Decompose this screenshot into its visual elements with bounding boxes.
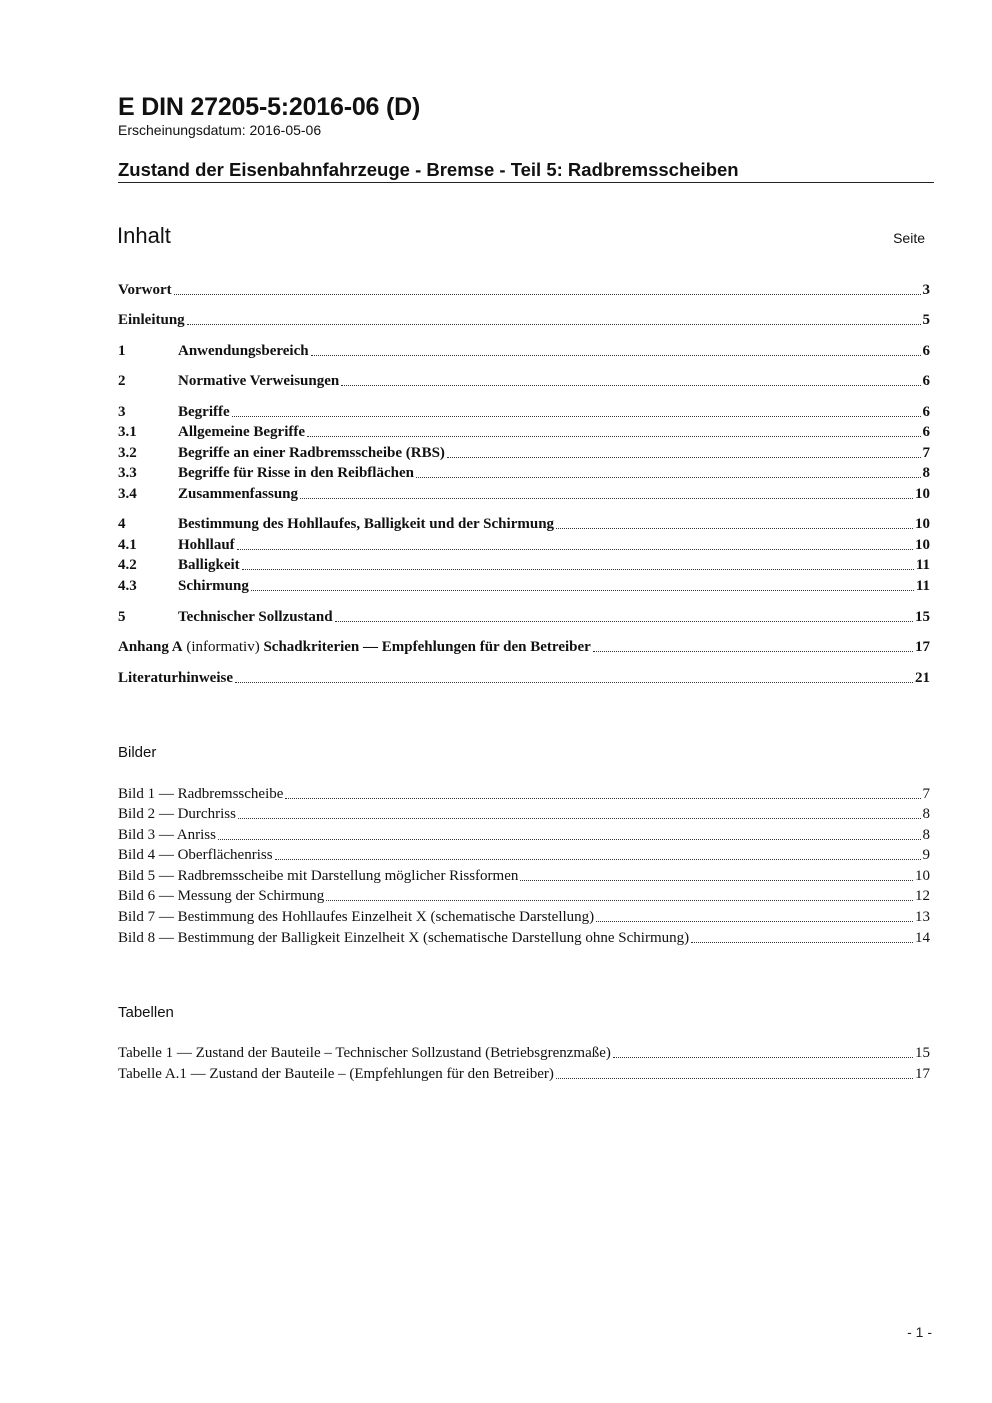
figure-entry-title: Bild 5 — Radbremsscheibe mit Darstellung möglicher Rissformen: [118, 868, 519, 884]
toc-leader: [187, 323, 921, 325]
toc-entry-3-3[interactable]: [118, 463, 930, 483]
toc-leader: [242, 568, 914, 570]
tables-heading: Tabellen: [118, 1004, 174, 1021]
annex-informative-label: (informativ): [182, 639, 264, 655]
toc-entry-4-2[interactable]: [118, 555, 930, 575]
figure-entry-page: 10: [915, 868, 930, 884]
figure-entry-page: 14: [915, 930, 930, 946]
figures-heading: Bilder: [118, 744, 157, 761]
toc-entry-3-1[interactable]: [118, 422, 930, 442]
toc-entry-literaturhinweise[interactable]: [118, 668, 930, 688]
toc-entry-page: 17: [915, 639, 930, 655]
toc-leader: [174, 293, 921, 295]
document-title: E DIN 27205-5:2016-06 (D): [118, 93, 421, 121]
toc-page-label: Seite: [893, 230, 925, 246]
toc-entry-number: 4.3: [118, 578, 137, 594]
table-entry-title: Tabelle A.1 — Zustand der Bauteile – (Empfehlungen für den Betreiber): [118, 1066, 554, 1082]
toc-entry-3-2[interactable]: [118, 443, 930, 463]
figure-leader: [275, 858, 921, 860]
toc-entry-number: 3.3: [118, 465, 137, 481]
toc-entry-title: Balligkeit: [178, 557, 240, 573]
toc-entry-page: 6: [922, 404, 930, 420]
toc-entry-title: [118, 637, 591, 657]
figure-leader: [218, 838, 921, 840]
toc-entry-page: 10: [915, 486, 930, 502]
toc-entry-title: Zusammenfassung: [178, 486, 299, 502]
toc-leader: [237, 548, 913, 550]
footer-page-number: - 1 -: [907, 1324, 932, 1340]
figure-entry-title: Bild 7 — Bestimmung des Hohllaufes Einzelheit X (schematische Darstellung): [118, 909, 595, 925]
figure-entry-7[interactable]: [118, 907, 930, 927]
toc-leader: [307, 435, 920, 437]
toc-leader: [341, 384, 920, 386]
table-leader: [613, 1056, 913, 1058]
toc-leader: [300, 497, 913, 499]
figure-entry-page: 12: [915, 888, 930, 904]
toc-entry-title: Begriffe an einer Radbremsscheibe (RBS): [178, 445, 445, 461]
toc-entry-page: 10: [915, 537, 930, 553]
toc-entry-3[interactable]: [118, 402, 930, 422]
toc-entry-number: 3.2: [118, 445, 137, 461]
figure-entry-4[interactable]: [118, 845, 930, 865]
figure-entry-title: Bild 1 — Radbremsscheibe: [118, 786, 284, 802]
document-subtitle: Zustand der Eisenbahnfahrzeuge - Bremse - Teil 5: Radbremsscheiben: [118, 159, 739, 180]
toc-leader: [251, 589, 914, 591]
toc-leader: [232, 415, 921, 417]
figure-entry-3[interactable]: [118, 825, 930, 845]
toc-entry-number: 3.4: [118, 486, 137, 502]
figure-entry-title: Bild 6 — Messung der Schirmung: [118, 888, 325, 904]
toc-entry-title: Schirmung: [178, 578, 249, 594]
toc-leader: [556, 527, 913, 529]
subtitle-rule: [118, 182, 934, 183]
toc-entry-page: 11: [915, 578, 930, 594]
toc-entry-3-4[interactable]: [118, 484, 930, 504]
figure-leader: [691, 941, 913, 943]
toc-leader: [593, 650, 913, 652]
figure-entry-6[interactable]: [118, 886, 930, 906]
toc-entry-4[interactable]: [118, 514, 930, 534]
figure-entry-1[interactable]: [118, 784, 930, 804]
table-entry-page: 15: [915, 1045, 930, 1061]
toc-entry-4-1[interactable]: [118, 535, 930, 555]
figure-leader: [285, 797, 920, 799]
toc-entry-number: 3.1: [118, 424, 137, 440]
toc-entry-vorwort[interactable]: [118, 280, 930, 300]
toc-entry-1[interactable]: [118, 341, 930, 361]
toc-heading: Inhalt: [117, 223, 171, 248]
toc-entry-title: Normative Verweisungen: [178, 373, 340, 389]
table-entry-1[interactable]: [118, 1043, 930, 1063]
toc-entry-page: 21: [915, 670, 930, 686]
annex-label: Anhang A: [118, 639, 183, 655]
toc-entry-4-3[interactable]: [118, 576, 930, 596]
figure-entry-page: 13: [915, 909, 930, 925]
figure-entry-title: Bild 2 — Durchriss: [118, 806, 236, 822]
figure-leader: [520, 879, 913, 881]
figure-entry-title: Bild 8 — Bestimmung der Balligkeit Einzelheit X (schematische Darstellung ohne Schirmung): [118, 930, 690, 946]
table-leader: [556, 1077, 913, 1079]
toc-entry-page: 10: [915, 516, 930, 532]
figure-entry-page: 8: [922, 827, 930, 843]
toc-entry-title: Bestimmung des Hohllaufes, Balligkeit und der Schirmung: [178, 516, 555, 532]
toc-entry-title: Vorwort: [118, 282, 172, 298]
toc-leader: [235, 681, 913, 683]
toc-entry-page: 6: [922, 373, 930, 389]
toc-entry-title: Technischer Sollzustand: [178, 609, 333, 625]
toc-leader: [311, 354, 921, 356]
toc-entry-title: Einleitung: [118, 312, 185, 328]
toc-leader: [335, 620, 913, 622]
toc-entry-page: 5: [922, 312, 930, 328]
toc-entry-number: 2: [118, 373, 126, 389]
figure-entry-title: Bild 3 — Anriss: [118, 827, 216, 843]
figure-entry-page: 7: [922, 786, 930, 802]
table-entry-page: 17: [915, 1066, 930, 1082]
figure-entry-title: Bild 4 — Oberflächenriss: [118, 847, 273, 863]
toc-leader: [447, 456, 921, 458]
toc-entry-page: 6: [922, 343, 930, 359]
toc-entry-page: 3: [922, 282, 930, 298]
toc-leader: [416, 476, 921, 478]
toc-entry-number: 4.1: [118, 537, 137, 553]
figure-entry-2[interactable]: [118, 804, 930, 824]
toc-entry-page: 6: [922, 424, 930, 440]
figure-entry-5[interactable]: [118, 866, 930, 886]
toc-entry-number: 1: [118, 343, 126, 359]
toc-entry-anhang-a[interactable]: [118, 637, 930, 657]
toc-entry-title: Allgemeine Begriffe: [178, 424, 306, 440]
toc-entry-einleitung[interactable]: [118, 310, 930, 330]
toc-entry-title: Begriffe für Risse in den Reibflächen: [178, 465, 414, 481]
toc-entry-page: 11: [915, 557, 930, 573]
figure-entry-8[interactable]: [118, 928, 930, 948]
toc-entry-title: Anwendungsbereich: [178, 343, 309, 359]
figure-entry-page: 8: [922, 806, 930, 822]
toc-entry-number: 3: [118, 404, 126, 420]
table-entry-title: Tabelle 1 — Zustand der Bauteile – Technischer Sollzustand (Betriebsgrenzmaße): [118, 1045, 611, 1061]
toc-entry-title: Hohllauf: [178, 537, 235, 553]
toc-entry-5[interactable]: [118, 607, 930, 627]
toc-entry-2[interactable]: [118, 371, 930, 391]
figure-leader: [596, 920, 913, 922]
table-entry-a1[interactable]: [118, 1064, 930, 1084]
toc-entry-number: 5: [118, 609, 126, 625]
toc-entry-page: 8: [922, 465, 930, 481]
annex-title: Schadkriterien — Empfehlungen für den Betreiber: [263, 639, 591, 655]
toc-entry-number: 4.2: [118, 557, 137, 573]
toc-entry-title: Literaturhinweise: [118, 670, 233, 686]
publication-date: Erscheinungsdatum: 2016-05-06: [118, 122, 322, 138]
toc-entry-title: Begriffe: [178, 404, 230, 420]
toc-entry-page: 7: [922, 445, 930, 461]
figure-leader: [238, 817, 921, 819]
figure-entry-page: 9: [922, 847, 930, 863]
figure-leader: [326, 899, 913, 901]
toc-entry-page: 15: [915, 609, 930, 625]
toc-entry-number: 4: [118, 516, 126, 532]
